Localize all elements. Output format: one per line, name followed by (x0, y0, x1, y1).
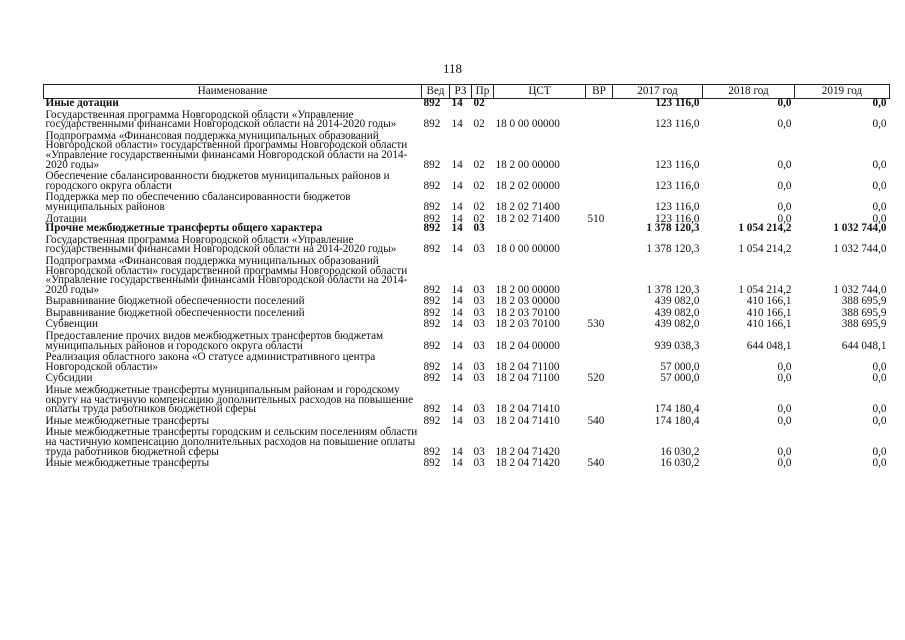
row-rz: 14 (451, 403, 463, 416)
row-ved: 892 (423, 457, 441, 470)
table-row (44, 130, 890, 170)
row-cst: 18 2 02 71400 (495, 200, 560, 213)
row-value-2017: 439 082,0 (654, 295, 700, 308)
row-value-2018: 0,0 (777, 179, 792, 192)
row-vr (586, 234, 613, 255)
row-value-2018: 644 048,1 (746, 339, 792, 352)
row-value-2018: 1 054 214,2 (738, 222, 792, 235)
row-pr: 02 (473, 97, 485, 109)
row-ved: 892 (423, 360, 441, 373)
table-row (44, 318, 890, 330)
table-row (44, 372, 890, 384)
row-ved: 892 (423, 118, 441, 131)
row-vr: 520 (587, 372, 605, 385)
row-value-2017: 439 082,0 (654, 318, 700, 331)
row-value-2017: 174 180,4 (654, 403, 700, 416)
row-value-2018: 0,0 (777, 212, 792, 225)
table-row (44, 224, 890, 234)
row-cst: 18 2 00 00000 (495, 158, 560, 171)
row-cst: 18 0 00 00000 (495, 118, 560, 131)
row-value-2018: 0,0 (777, 158, 792, 171)
row-pr: 03 (473, 222, 485, 235)
row-cst: 18 2 04 71410 (495, 403, 560, 416)
header-2018: 2018 год (703, 85, 795, 99)
row-value-2017: 123 116,0 (655, 97, 700, 109)
row-rz: 14 (451, 118, 463, 131)
row-ved: 892 (423, 212, 441, 225)
row-ved: 892 (423, 295, 441, 308)
row-value-2018: 410 166,1 (746, 306, 792, 319)
row-value-2019: 0,0 (872, 445, 887, 458)
row-value-2017: 174 180,4 (654, 414, 700, 427)
page-number: 118 (442, 61, 463, 76)
row-value-2018: 0,0 (777, 118, 792, 131)
row-pr: 02 (473, 200, 485, 213)
table-row (44, 234, 890, 255)
row-vr (586, 351, 613, 372)
row-value-2018: 0,0 (777, 360, 792, 373)
table-row (44, 99, 890, 109)
row-value-2017: 123 116,0 (655, 212, 700, 225)
row-vr (586, 170, 613, 191)
row-cst: 18 2 04 71420 (495, 457, 560, 470)
header-cst: ЦСТ (494, 85, 586, 99)
row-name: Выравнивание бюджетной обеспеченности поселений (45, 306, 305, 319)
header-pr: Пр (472, 85, 494, 99)
row-cst: 18 2 02 00000 (495, 179, 560, 192)
row-ved: 892 (423, 222, 441, 235)
row-cst (494, 224, 586, 234)
row-value-2017: 939 038,3 (654, 339, 700, 352)
row-vr: 510 (587, 212, 605, 225)
row-cst: 18 2 03 00000 (495, 295, 560, 308)
row-value-2017: 1 378 120,3 (646, 283, 700, 296)
row-value-2019: 0,0 (872, 457, 887, 470)
row-value-2017: 1 378 120,3 (646, 243, 700, 256)
row-vr (586, 307, 613, 319)
row-ved: 892 (423, 306, 441, 319)
row-rz: 14 (451, 200, 463, 213)
row-value-2018: 1 054 214,2 (738, 283, 792, 296)
row-name: Дотации (45, 212, 87, 225)
table-row (44, 307, 890, 319)
row-vr (586, 130, 613, 170)
row-rz: 14 (451, 295, 463, 308)
row-rz: 14 (451, 457, 463, 470)
row-cst: 18 2 00 00000 (495, 283, 560, 296)
row-value-2019: 0,0 (872, 372, 887, 385)
row-value-2018: 1 054 214,2 (738, 243, 792, 256)
row-rz: 14 (451, 318, 463, 331)
row-vr (586, 330, 613, 351)
row-value-2017: 439 082,0 (654, 306, 700, 319)
row-name: Прочие межбюджетные трансферты общего характера (45, 222, 323, 235)
table-row (44, 415, 890, 427)
budget-table (43, 84, 890, 469)
row-value-2017: 16 030,2 (660, 457, 700, 470)
row-value-2018: 410 166,1 (746, 295, 792, 308)
row-name: Выравнивание бюджетной обеспеченности поселений (45, 295, 305, 308)
row-ved: 892 (423, 97, 441, 109)
row-cst: 18 2 04 00000 (495, 339, 560, 352)
row-pr: 03 (473, 283, 485, 296)
row-cst: 18 2 04 71100 (495, 360, 560, 373)
header-rz: РЗ (450, 85, 472, 99)
row-vr (586, 255, 613, 295)
row-vr (586, 191, 613, 212)
row-rz: 14 (451, 158, 463, 171)
row-name: Иные дотации (45, 97, 119, 109)
row-ved: 892 (423, 283, 441, 296)
row-vr: 540 (587, 457, 605, 470)
row-vr: 530 (587, 318, 605, 331)
row-value-2019: 1 032 744,0 (833, 283, 887, 296)
row-name: Предоставление прочих видов межбюджетных трансфертов бюджетам муниципальных районов и городского округа области (45, 330, 384, 352)
row-value-2017: 123 116,0 (655, 158, 700, 171)
row-value-2017: 1 378 120,3 (646, 222, 700, 235)
row-vr (586, 109, 613, 130)
row-name: Государственная программа Новгородской области «Управление государственными финансами Новгородской области на 2014-2020 годы» (45, 108, 397, 131)
table-row (44, 384, 890, 415)
row-vr: 540 (587, 414, 605, 427)
row-value-2019: 0,0 (872, 179, 887, 192)
row-vr (586, 224, 613, 234)
row-name: Государственная программа Новгородской области «Управление государственными финансами Новгородской области на 2014-2020 годы» (45, 233, 397, 256)
table-row (44, 330, 890, 351)
row-value-2019: 0,0 (872, 360, 887, 373)
row-cst: 18 2 02 71400 (495, 212, 560, 225)
table-row (44, 109, 890, 130)
row-ved: 892 (423, 318, 441, 331)
row-rz: 14 (451, 179, 463, 192)
row-ved: 892 (423, 179, 441, 192)
row-pr: 03 (473, 243, 485, 256)
row-ved: 892 (423, 200, 441, 213)
table-row (44, 351, 890, 372)
row-name: Субвенции (45, 318, 98, 331)
row-value-2017: 123 116,0 (655, 118, 700, 131)
row-value-2019: 388 695,9 (841, 295, 887, 308)
row-rz: 14 (451, 372, 463, 385)
row-pr: 03 (473, 414, 485, 427)
row-vr (586, 384, 613, 415)
row-value-2017: 57 000,0 (660, 372, 700, 385)
row-ved: 892 (423, 445, 441, 458)
table-row (44, 426, 890, 457)
row-value-2018: 0,0 (777, 200, 792, 213)
row-cst: 18 2 03 70100 (495, 306, 560, 319)
row-cst: 18 2 04 71420 (495, 445, 560, 458)
row-rz: 14 (451, 360, 463, 373)
row-value-2017: 57 000,0 (660, 360, 700, 373)
header-name: Наименование (44, 85, 422, 99)
row-name: Субсидии (45, 372, 93, 385)
row-value-2019: 1 032 744,0 (833, 222, 887, 235)
row-pr: 03 (473, 318, 485, 331)
row-value-2018: 0,0 (777, 445, 792, 458)
header-2019: 2019 год (795, 85, 890, 99)
row-vr (586, 99, 613, 109)
row-cst: 18 2 04 71410 (495, 414, 560, 427)
row-cst: 18 2 04 71100 (495, 372, 560, 385)
row-rz: 14 (451, 243, 463, 256)
row-value-2018: 0,0 (777, 457, 792, 470)
row-ved: 892 (423, 403, 441, 416)
row-value-2019: 644 048,1 (841, 339, 887, 352)
row-value-2019: 0,0 (872, 200, 887, 213)
row-ved: 892 (423, 339, 441, 352)
row-vr (586, 295, 613, 307)
row-value-2018: 410 166,1 (746, 318, 792, 331)
row-value-2019: 0,0 (872, 118, 887, 131)
row-value-2018: 0,0 (777, 372, 792, 385)
row-value-2019: 388 695,9 (841, 318, 887, 331)
row-rz: 14 (451, 97, 463, 109)
row-pr: 02 (473, 179, 485, 192)
header-2017: 2017 год (613, 85, 703, 99)
row-value-2017: 16 030,2 (660, 445, 700, 458)
table-header-row (44, 85, 890, 99)
row-ved: 892 (423, 243, 441, 256)
row-cst (494, 99, 586, 109)
row-value-2019: 388 695,9 (841, 306, 887, 319)
row-value-2017: 123 116,0 (655, 200, 700, 213)
row-pr: 03 (473, 372, 485, 385)
row-pr: 03 (473, 403, 485, 416)
row-pr: 02 (473, 158, 485, 171)
table-row (44, 457, 890, 469)
table-row (44, 255, 890, 295)
row-rz: 14 (451, 306, 463, 319)
row-value-2019: 0,0 (872, 158, 887, 171)
row-value-2017: 123 116,0 (655, 179, 700, 192)
row-rz: 14 (451, 222, 463, 235)
row-ved: 892 (423, 158, 441, 171)
row-rz: 14 (451, 414, 463, 427)
row-ved: 892 (423, 372, 441, 385)
row-value-2018: 0,0 (777, 97, 792, 109)
row-name: Иные межбюджетные трансферты (45, 457, 210, 470)
row-pr: 03 (473, 339, 485, 352)
row-name: Иные межбюджетные трансферты муниципальным районам и городскому округу на частичную компенсацию дополнительных расходов на повышение оплаты труда работников бюджетной сферы (45, 384, 414, 416)
row-name: Обеспечение сбалансированности бюджетов муниципальных районов и городского округа области (45, 170, 390, 192)
row-vr (586, 426, 613, 457)
table-row (44, 295, 890, 307)
row-value-2018: 0,0 (777, 414, 792, 427)
row-name: Подпрограмма «Финансовая поддержка муниципальных образований Новгородской области» государственной программы Новгородской области «Управление государственными финансами Новгородской области на 2014-2020 годы» (45, 254, 408, 296)
row-value-2019: 0,0 (872, 97, 887, 109)
row-pr: 02 (473, 118, 485, 131)
row-value-2019: 1 032 744,0 (833, 243, 887, 256)
row-pr: 03 (473, 360, 485, 373)
row-pr: 03 (473, 457, 485, 470)
header-vr: ВР (586, 85, 613, 99)
table-row (44, 170, 890, 191)
row-pr: 03 (473, 445, 485, 458)
row-pr: 03 (473, 306, 485, 319)
row-value-2019: 0,0 (872, 212, 887, 225)
row-ved: 892 (423, 414, 441, 427)
row-pr: 02 (473, 212, 485, 225)
table-row (44, 191, 890, 212)
row-name: Реализация областного закона «О статусе административного центра Новгородской области» (45, 351, 376, 373)
row-value-2019: 0,0 (872, 414, 887, 427)
row-rz: 14 (451, 283, 463, 296)
row-rz: 14 (451, 339, 463, 352)
row-cst: 18 0 00 00000 (495, 243, 560, 256)
header-ved: Вед (422, 85, 450, 99)
row-name: Подпрограмма «Финансовая поддержка муниципальных образований Новгородской области» государственной программы Новгородской области «Управление государственными финансами Новгородской области на 2014-2020 годы» (45, 129, 408, 171)
row-pr: 03 (473, 295, 485, 308)
row-cst: 18 2 03 70100 (495, 318, 560, 331)
row-value-2018: 0,0 (777, 403, 792, 416)
row-name: Поддержка мер по обеспечению сбалансированности бюджетов муниципальных районов (45, 191, 351, 213)
row-rz: 14 (451, 212, 463, 225)
row-name: Иные межбюджетные трансферты городским и сельским поселениям области на частичную компенсацию дополнительных расходов на повышение оплаты труда работников бюджетной сферы (45, 426, 418, 458)
row-name: Иные межбюджетные трансферты (45, 414, 210, 427)
row-rz: 14 (451, 445, 463, 458)
row-value-2019: 0,0 (872, 403, 887, 416)
